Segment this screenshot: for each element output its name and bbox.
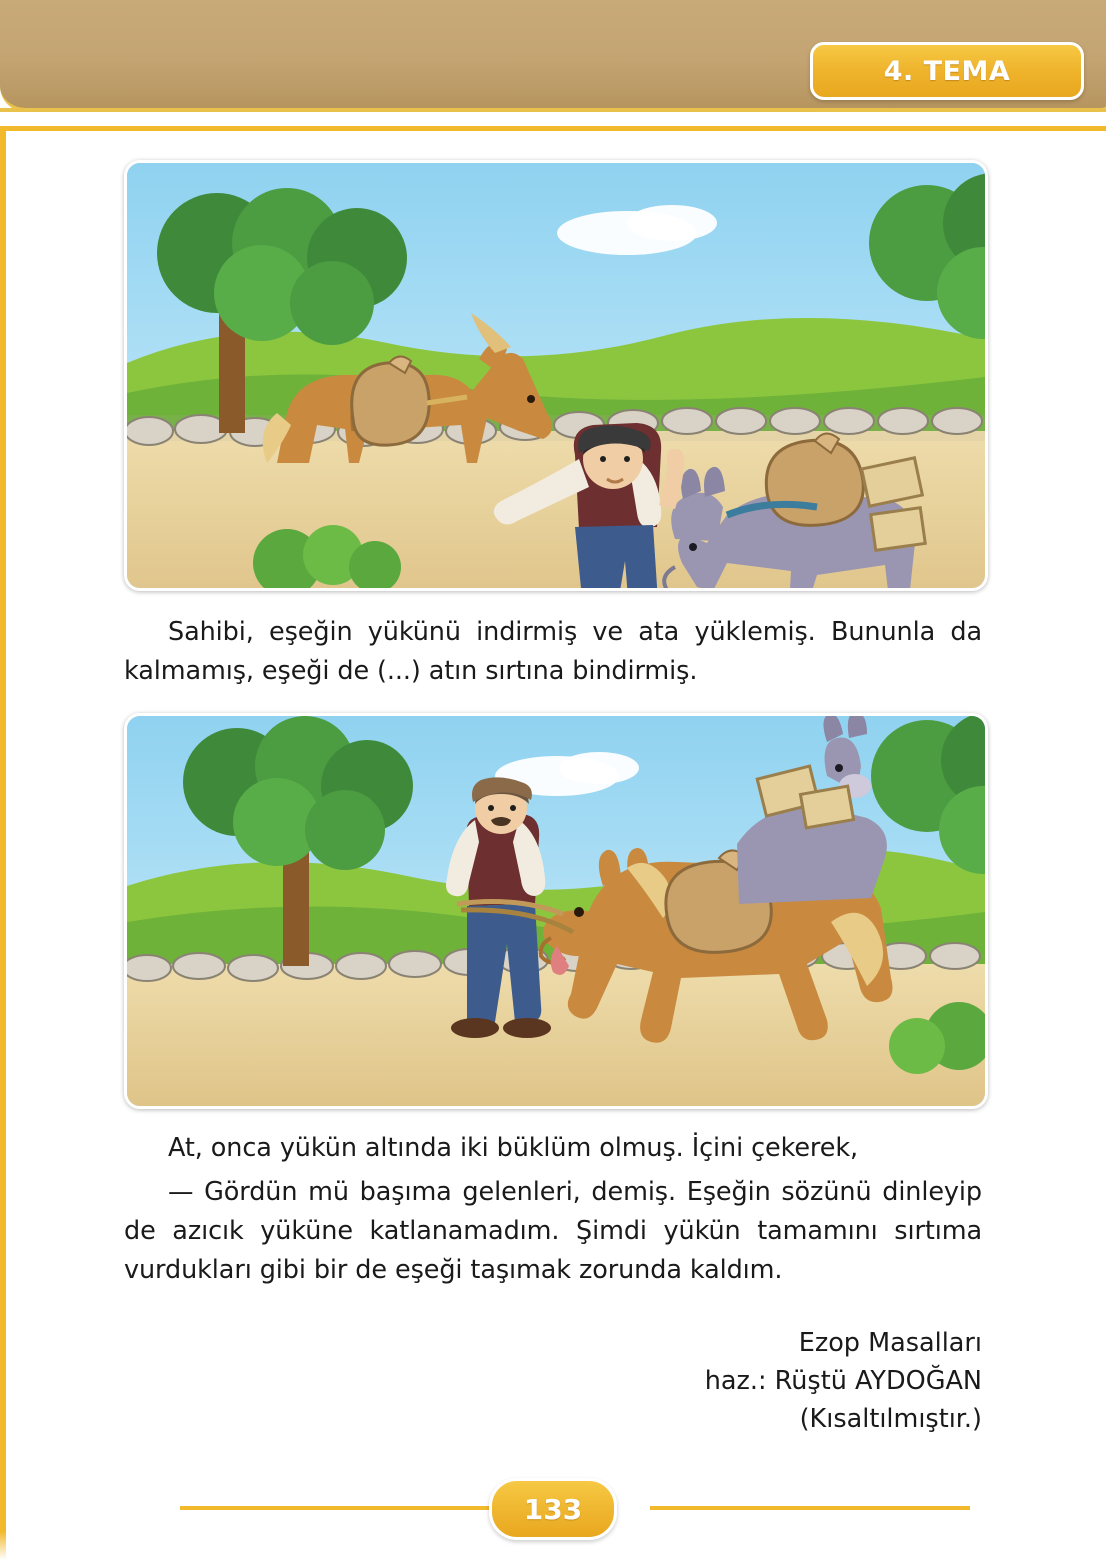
credit-line-author: haz.: Rüştü AYDOĞAN [704,1365,982,1396]
footer-rule-right [650,1506,970,1510]
illustration-man-unloading-donkey [124,160,988,591]
paragraph-1: Sahibi, eşeğin yükünü indirmiş ve ata yüklemiş. Bununla da kalmamış, eşeği de (...) atın sırtına bindirmiş. [124,617,982,686]
page-header-band [0,0,1106,112]
page-footer [0,1478,1106,1538]
page-number: 133 [523,1492,583,1526]
footer-rule-left [180,1506,500,1510]
credit-line-note: (Kısaltılmıştır.) [799,1404,982,1434]
paragraph-block-2 [124,1129,982,1168]
source-credits [124,1324,982,1439]
left-accent-edge [0,126,6,1560]
theme-tab-label: 4. TEMA [883,55,1011,87]
paragraph-2: At, onca yükün altında iki büklüm olmuş. İçini çekerek, [168,1132,859,1163]
credit-line-title: Ezop Masalları [798,1327,982,1358]
header-accent-rule [0,126,1106,131]
paragraph-3: — Gördün mü başıma gelenleri, demiş. Eşeğin sözünü dinleyip de azıcık yüküne katlanamadım. Şimdi yükün tamamını sırtıma vurdukları gibi bir de eşeği taşımak zorunda kaldım. [124,1177,982,1285]
page-content [124,160,982,1438]
paragraph-block-3 [124,1173,982,1289]
paragraph-block-1 [124,613,982,691]
illustration-horse-carrying-donkey [124,713,988,1109]
illustration-1-svg [127,163,985,588]
illustration-2-svg [127,716,985,1106]
theme-tab [810,42,1084,100]
page-number-badge [489,1478,617,1540]
